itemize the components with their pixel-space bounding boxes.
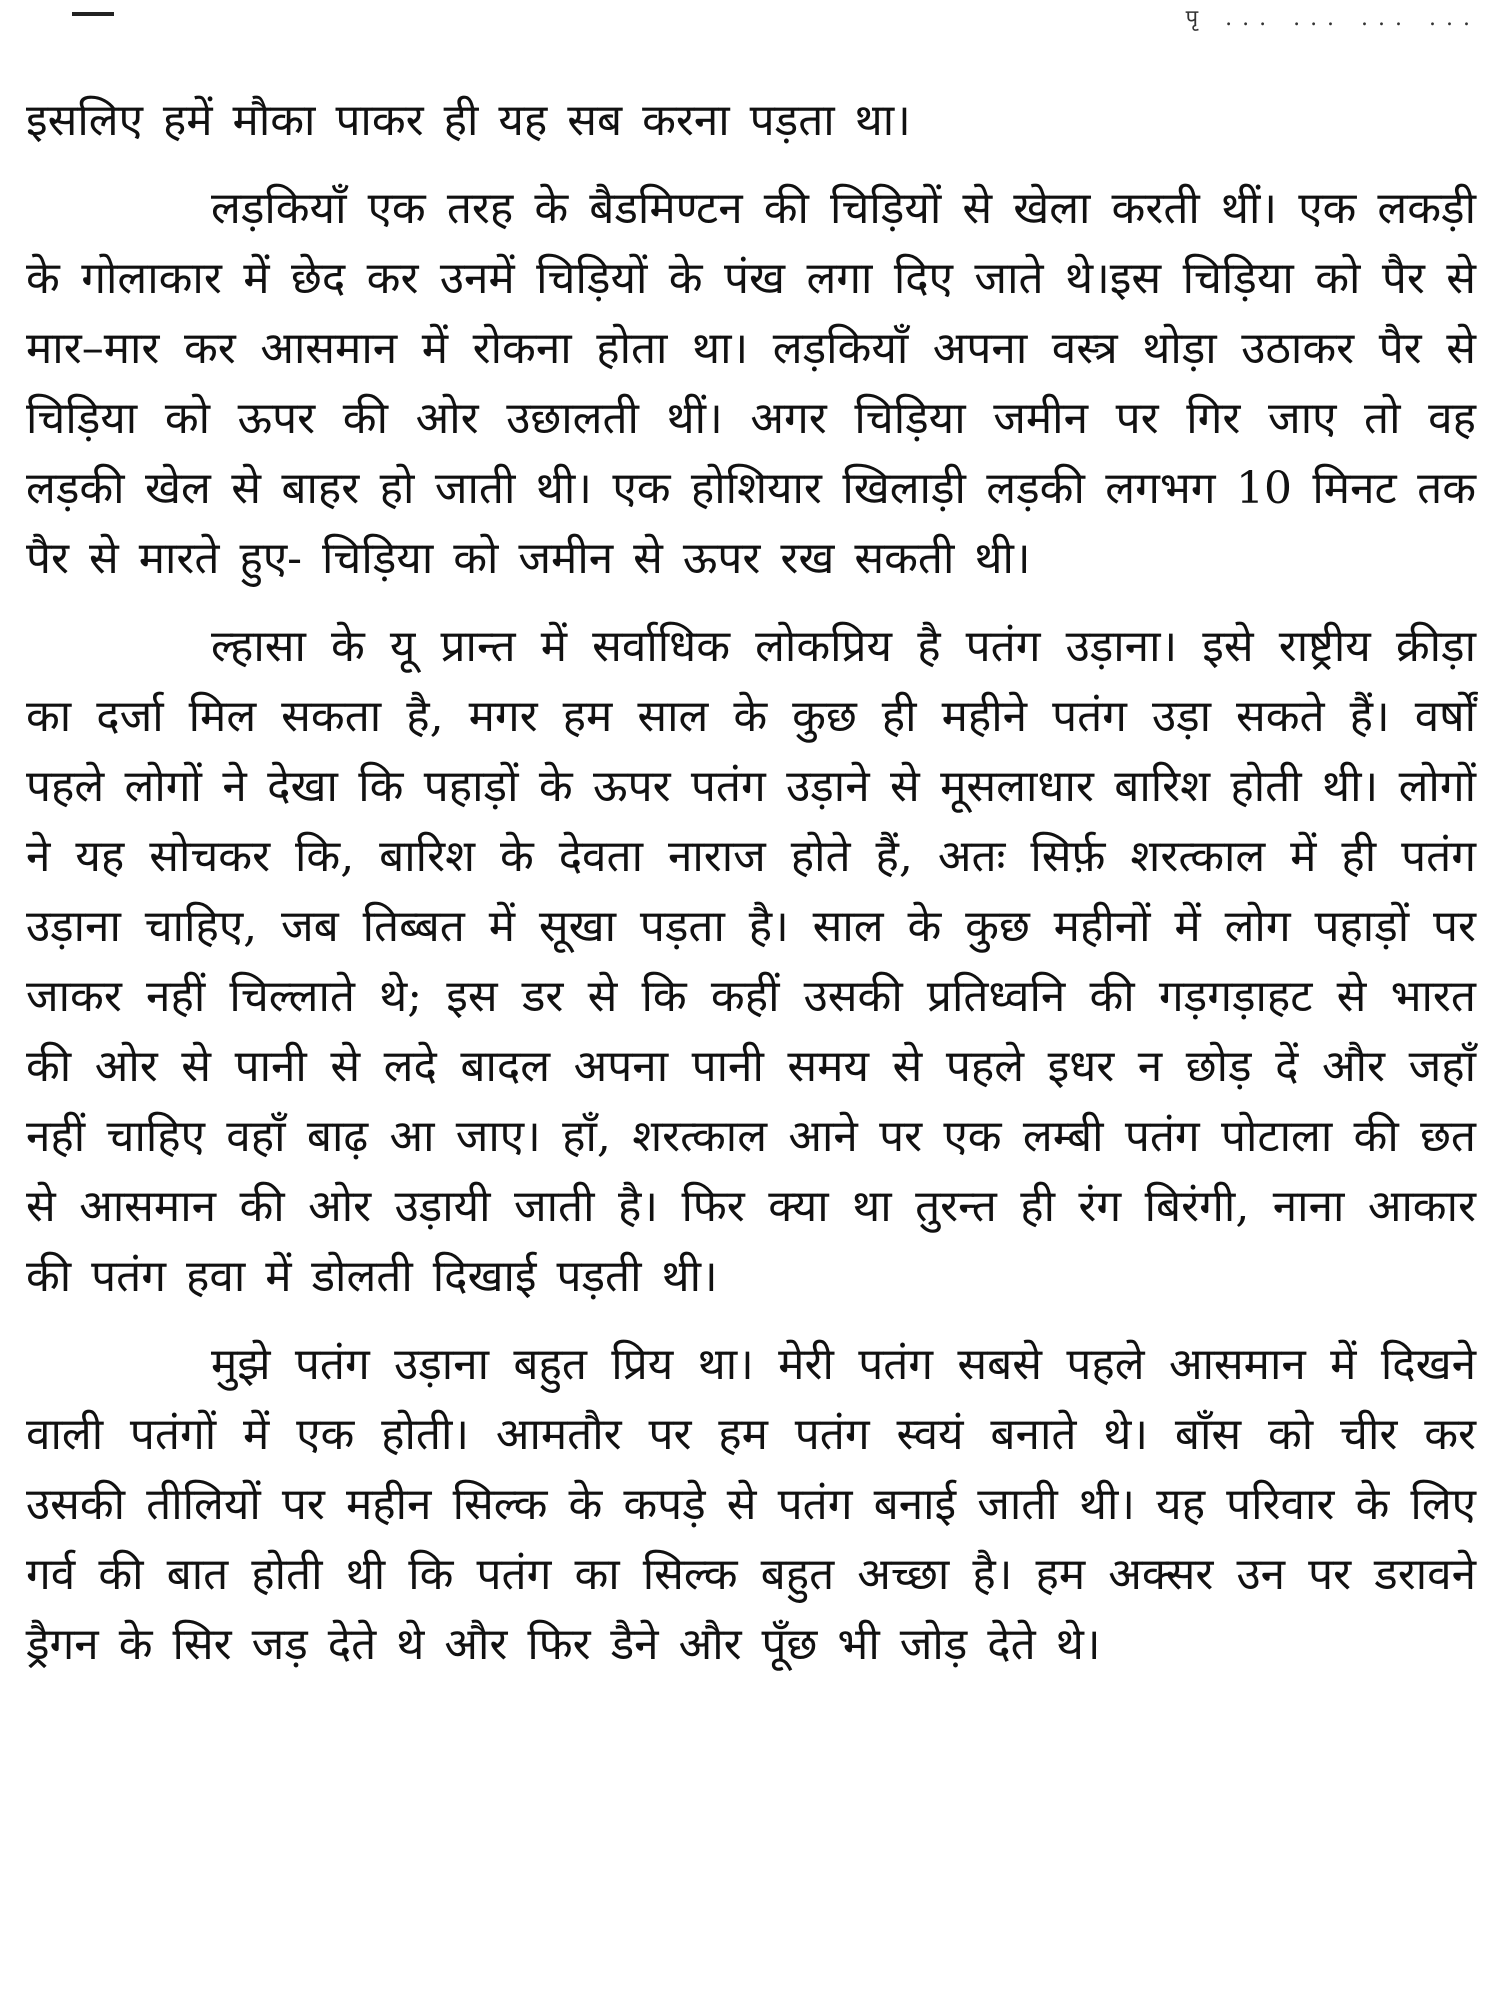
paragraph-my-kite: मुझे पतंग उड़ाना बहुत प्रिय था। मेरी पतंग सबसे पहले आसमान में दिखने वाली पतंगों में एक होती। आमतौर पर हम पतंग स्वयं बनाते थे। बाँस को चीर कर उसकी तीलियों पर महीन सिल्क के कपड़े से पतंग बनाई जाती थी। यह परिवार के लिए गर्व की बात होती थी कि पतंग का सिल्क बहुत अच्छा है। हम अक्सर उन पर डरावने ड्रैगन के सिर जड़ देते थे और फिर डैने और पूँछ भी जोड़ देते थे। [26, 1339, 1476, 1670]
paragraph-kite-flying-lhasa: ल्हासा के यू प्रान्त में सर्वाधिक लोकप्रिय है पतंग उड़ाना। इसे राष्ट्रीय क्रीड़ा का दर्जा मिल सकता है, मगर हम साल के कुछ ही महीने पतंग उड़ा सकते हैं। वर्षों पहले लोगों ने देखा कि पहाड़ों के ऊपर पतंग उड़ाने से मूसलाधार बारिश होती थी। लोगों ने यह सोचकर कि, बारिश के देवता नाराज होते हैं, अतः सिर्फ़ शरत्काल में ही पतंग उड़ाना चाहिए, जब तिब्बत में सूखा पड़ता है। साल के कुछ महीनों में लोग पहाड़ों पर जाकर नहीं चिल्लाते थे; इस डर से कि कहीं उसकी प्रतिध्वनि की गड़गड़ाहट से भारत की ओर से पानी से लदे बादल अपना पानी समय से पहले इधर न छोड़ दें और जहाँ नहीं चाहिए वहाँ बाढ़ आ जाए। हाँ, शरत्काल आने पर एक लम्बी पतंग पोटाला की छत से आसमान की ओर उड़ायी जाती है। फिर क्या था तुरन्त ही रंग बिरंगी, नाना आकार की पतंग हवा में डोलती दिखाई पड़ती थी। [26, 621, 1476, 1302]
top-left-mark [72, 12, 114, 16]
body-text [26, 86, 1476, 1680]
paragraph-badminton: लड़कियाँ एक तरह के बैडमिण्टन की चिड़ियों से खेला करती थीं। एक लकड़ी के गोलाकार में छेद कर उनमें चिड़ियों के पंख लगा दिए जाते थे।इस चिड़िया को पैर से मार–मार कर आसमान में रोकना होता था। लड़कियाँ अपना वस्त्र थोड़ा उठाकर पैर से चिड़िया को ऊपर की ओर उछालती थीं। अगर चिड़िया जमीन पर गिर जाए तो वह लड़की खेल से बाहर हो जाती थी। एक होशियार खिलाड़ी लड़की लगभग 10 मिनट तक पैर से मारते हुए- चिड़िया को जमीन से ऊपर रख सकती थी। [26, 183, 1476, 584]
paragraph-continuation: इसलिए हमें मौका पाकर ही यह सब करना पड़ता था। [26, 95, 911, 146]
header-fragment: पृ ... ... ... ... [1185, 6, 1480, 31]
